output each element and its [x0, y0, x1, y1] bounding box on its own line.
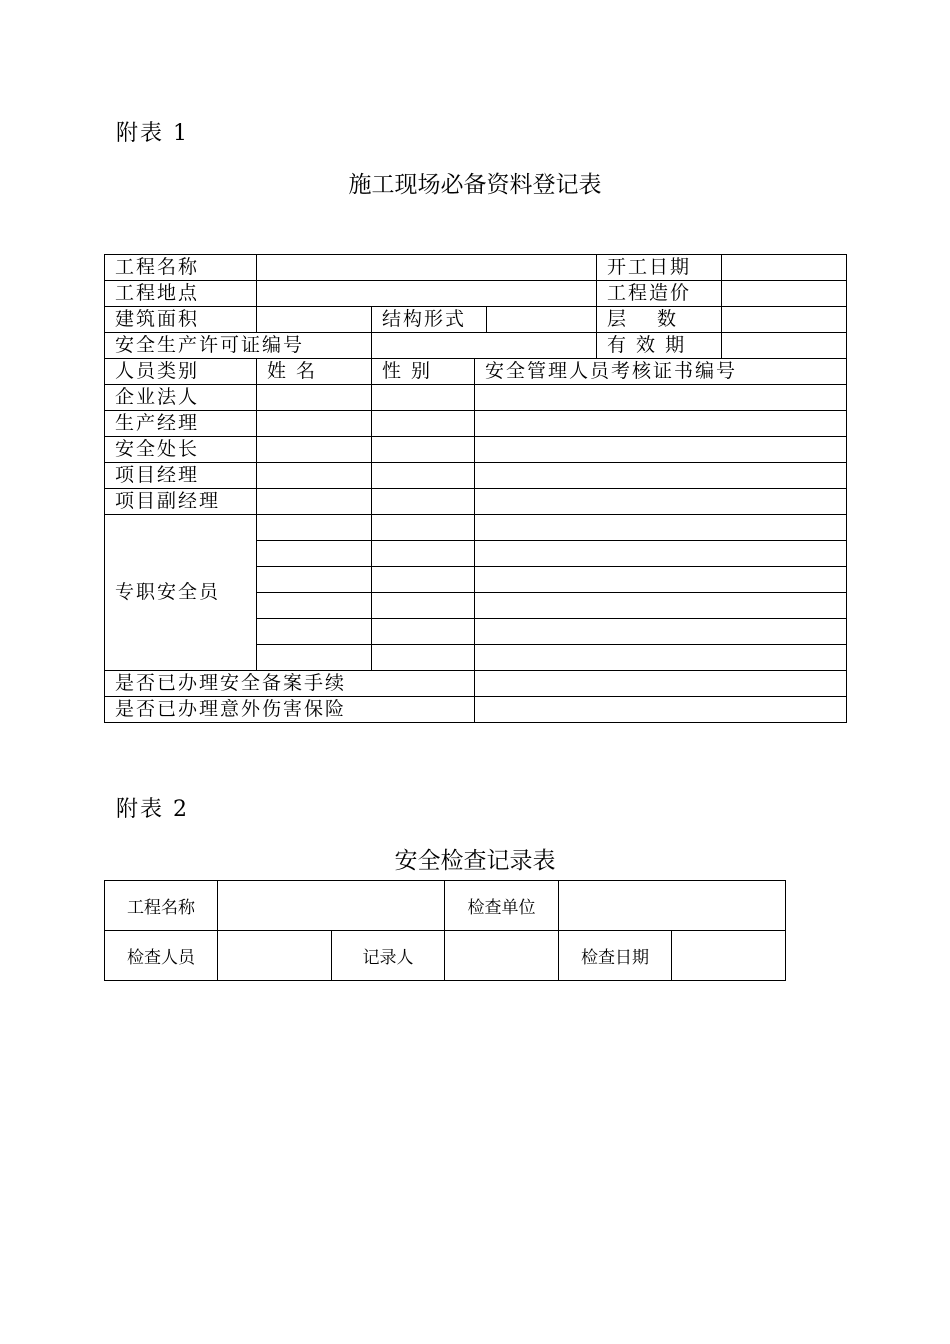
table-row	[105, 281, 847, 307]
gender-field[interactable]	[372, 645, 475, 671]
floors-field[interactable]	[722, 307, 847, 333]
table-row	[105, 697, 847, 723]
table-row	[105, 411, 847, 437]
name-field[interactable]	[257, 437, 372, 463]
safety-permit-field[interactable]	[372, 333, 597, 359]
inspectors-field[interactable]	[218, 931, 332, 981]
project-name-label: 工程名称	[105, 881, 218, 931]
cert-no-field[interactable]	[475, 385, 847, 411]
record-filing-label: 是否已办理安全备案手续	[105, 671, 475, 697]
building-area-label: 建筑面积	[105, 307, 257, 333]
col-header-category: 人员类别	[105, 359, 257, 385]
row-label-deputy-project-manager: 项目副经理	[105, 489, 257, 515]
gender-field[interactable]	[372, 385, 475, 411]
name-field[interactable]	[257, 489, 372, 515]
structure-form-field[interactable]	[487, 307, 597, 333]
gender-field[interactable]	[372, 567, 475, 593]
table-row	[105, 489, 847, 515]
recorder-field[interactable]	[445, 931, 559, 981]
row-label-safety-director: 安全处长	[105, 437, 257, 463]
gender-field[interactable]	[372, 619, 475, 645]
cert-no-field[interactable]	[475, 489, 847, 515]
accident-insurance-label: 是否已办理意外伤害保险	[105, 697, 475, 723]
gender-field[interactable]	[372, 463, 475, 489]
cert-no-field[interactable]	[475, 593, 847, 619]
structure-form-label: 结构形式	[372, 307, 487, 333]
cert-no-field[interactable]	[475, 411, 847, 437]
row-label-legal-person: 企业法人	[105, 385, 257, 411]
start-date-label: 开工日期	[597, 255, 722, 281]
inspectors-label: 检查人员	[105, 931, 218, 981]
validity-field[interactable]	[722, 333, 847, 359]
table-row	[105, 385, 847, 411]
cert-no-field[interactable]	[475, 437, 847, 463]
gender-field[interactable]	[372, 411, 475, 437]
gender-field[interactable]	[372, 541, 475, 567]
gender-field[interactable]	[372, 437, 475, 463]
cert-no-field[interactable]	[475, 515, 847, 541]
name-field[interactable]	[257, 515, 372, 541]
site-documents-register-table	[104, 254, 847, 723]
validity-label: 有 效 期	[597, 333, 722, 359]
name-field[interactable]	[257, 619, 372, 645]
inspect-unit-field[interactable]	[559, 881, 786, 931]
cert-no-field[interactable]	[475, 541, 847, 567]
project-location-field[interactable]	[257, 281, 597, 307]
project-name-field[interactable]	[257, 255, 597, 281]
col-header-cert-no: 安全管理人员考核证书编号	[475, 359, 847, 385]
recorder-label: 记录人	[332, 931, 445, 981]
table-row	[105, 515, 847, 541]
table-row	[105, 307, 847, 333]
col-header-name: 姓 名	[257, 359, 372, 385]
row-label-project-manager: 项目经理	[105, 463, 257, 489]
row-label-production-manager: 生产经理	[105, 411, 257, 437]
gender-field[interactable]	[372, 515, 475, 541]
table-row	[105, 671, 847, 697]
gender-field[interactable]	[372, 593, 475, 619]
table-row	[105, 463, 847, 489]
cert-no-field[interactable]	[475, 567, 847, 593]
name-field[interactable]	[257, 463, 372, 489]
project-name-label: 工程名称	[105, 255, 257, 281]
table-row	[105, 881, 786, 931]
appendix1-label: 附表 1	[116, 121, 189, 146]
cert-no-field[interactable]	[475, 463, 847, 489]
row-label-safety-officer: 专职安全员	[105, 515, 257, 671]
project-name-field[interactable]	[218, 881, 445, 931]
gender-field[interactable]	[372, 489, 475, 515]
table-row	[105, 333, 847, 359]
inspect-unit-label: 检查单位	[445, 881, 559, 931]
name-field[interactable]	[257, 567, 372, 593]
project-cost-field[interactable]	[722, 281, 847, 307]
project-cost-label: 工程造价	[597, 281, 722, 307]
name-field[interactable]	[257, 645, 372, 671]
inspect-date-label: 检查日期	[559, 931, 672, 981]
appendix1-title: 施工现场必备资料登记表	[348, 172, 602, 198]
table-header-row	[105, 359, 847, 385]
project-location-label: 工程地点	[105, 281, 257, 307]
name-field[interactable]	[257, 541, 372, 567]
record-filing-field[interactable]	[475, 671, 847, 697]
cert-no-field[interactable]	[475, 645, 847, 671]
cert-no-field[interactable]	[475, 619, 847, 645]
appendix2-title: 安全检查记录表	[394, 848, 556, 874]
name-field[interactable]	[257, 411, 372, 437]
start-date-field[interactable]	[722, 255, 847, 281]
table-row	[105, 255, 847, 281]
safety-permit-label: 安全生产许可证编号	[105, 333, 372, 359]
accident-insurance-field[interactable]	[475, 697, 847, 723]
table-row	[105, 437, 847, 463]
floors-label: 层 数	[597, 307, 722, 333]
name-field[interactable]	[257, 385, 372, 411]
col-header-gender: 性 别	[372, 359, 475, 385]
inspect-date-field[interactable]	[672, 931, 786, 981]
safety-inspection-record-table	[104, 880, 786, 981]
building-area-field[interactable]	[257, 307, 372, 333]
table-row	[105, 931, 786, 981]
name-field[interactable]	[257, 593, 372, 619]
appendix2-label: 附表 2	[116, 797, 189, 822]
